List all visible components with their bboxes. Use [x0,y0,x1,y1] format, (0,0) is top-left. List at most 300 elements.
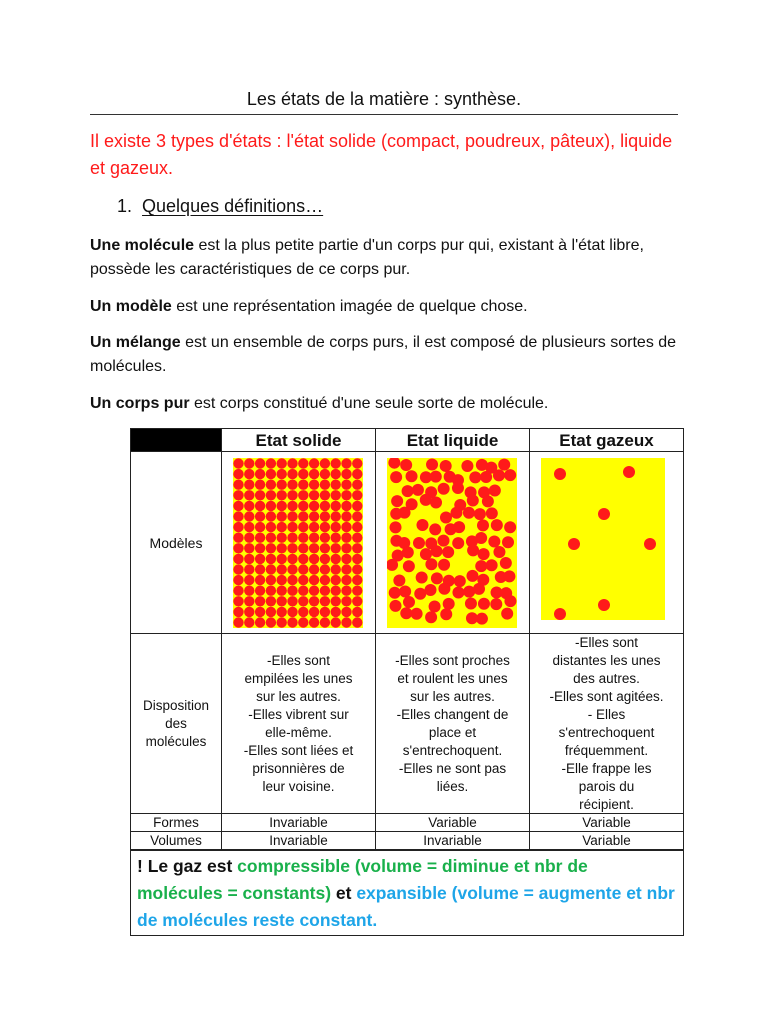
molecule [341,607,351,617]
molecule [399,586,411,598]
molecule [331,501,341,511]
definition-term: Un corps pur [90,395,190,412]
definition-term: Un modèle [90,298,172,315]
molecule [482,495,494,507]
molecule [233,511,243,521]
definition-text: est une représentation imagée de quelque chose. [171,298,528,315]
molecule [298,575,308,585]
molecule [341,596,351,606]
molecule [244,575,254,585]
header-corner [130,428,222,452]
molecule [352,458,362,468]
molecule [390,600,402,612]
molecule [413,537,425,549]
molecule [331,543,341,553]
states-table [130,428,684,850]
molecule [320,469,330,479]
molecule [287,501,297,511]
molecule [491,519,503,531]
molecule [453,521,465,533]
molecule [320,543,330,553]
volumes-liquide: Invariable [376,832,530,850]
molecule [437,535,449,547]
molecule [412,484,424,496]
row-label-volumes: Volumes [130,832,222,850]
section-number: 1. [117,196,133,216]
disposition-line: s'entrechoquent. [402,742,503,758]
gas-note-intro: ! Le gaz est [137,856,238,876]
molecule [331,533,341,543]
molecule [431,572,443,584]
molecule [503,570,515,582]
molecule [309,458,319,468]
molecule [320,607,330,617]
molecule [400,607,412,619]
molecule [320,617,330,627]
disposition-line: -Elles sont agitées. [549,688,664,704]
molecule [244,607,254,617]
molecule [233,490,243,500]
molecule [277,554,287,564]
molecule [277,617,287,627]
molecule [255,564,265,574]
molecule [504,521,516,533]
row-label-disposition [130,634,222,814]
molecule [309,617,319,627]
molecule [426,458,438,470]
molecule [500,557,512,569]
molecule [320,490,330,500]
molecule [277,522,287,532]
molecule [467,544,479,556]
molecule [352,480,362,490]
molecule [341,458,351,468]
disposition-line: -Elles sont liées et [243,742,354,758]
molecule [438,559,450,571]
molecule [298,543,308,553]
molecule [393,575,405,587]
molecule [266,458,276,468]
molecule [450,507,462,519]
molecule [320,596,330,606]
molecule [478,548,490,560]
table-row-volumes [130,832,684,850]
molecule [277,490,287,500]
molecule [233,543,243,553]
molecule [461,460,473,472]
formes-liquide: Variable [376,814,530,832]
molecule [331,469,341,479]
molecule [352,533,362,543]
molecule [233,586,243,596]
molecule [320,564,330,574]
molecule [244,511,254,521]
molecule [298,607,308,617]
molecule [233,533,243,543]
molecule [309,490,319,500]
molecule [465,597,477,609]
molecule [331,554,341,564]
molecule [244,596,254,606]
molecule [266,522,276,532]
page-title: Les états de la matière : synthèse. [246,89,522,109]
molecule [469,471,481,483]
disposition-label-line: des [165,715,187,731]
molecule [402,485,414,497]
molecule [341,586,351,596]
molecule [598,599,610,611]
disposition-line: sur les autres. [256,688,341,704]
intro-text: Il existe 3 types d'états : l'état solide (compact, poudreux, pâteux), liquide et gazeux. [90,131,673,178]
molecule [277,543,287,553]
molecule [623,466,635,478]
molecule [287,554,297,564]
molecule [287,575,297,585]
molecule [416,571,428,583]
molecule [320,480,330,490]
disposition-line: sur les autres. [410,688,495,704]
molecule [352,607,362,617]
disposition-line: -Elles sont proches [395,652,510,668]
molecule [244,543,254,553]
molecule [489,485,501,497]
molecule [244,617,254,627]
definition-term: Un mélange [90,334,181,351]
formes-gazeux: Variable [530,814,684,832]
model-cell-solide [222,452,376,634]
molecule [233,501,243,511]
molecule [298,501,308,511]
molecule [644,538,656,550]
molecule [331,511,341,521]
formes-solide: Invariable [222,814,376,832]
molecule [277,511,287,521]
molecule [331,490,341,500]
molecule [298,480,308,490]
molecule [403,596,415,608]
molecule [480,471,492,483]
molecule [341,575,351,585]
definition-term: Une molécule [90,237,195,254]
molecule [341,522,351,532]
molecule [431,545,443,557]
disposition-line: récipient. [579,796,634,812]
molecule [341,480,351,490]
disposition-line: empilées les unes [244,670,353,686]
molecule [414,588,426,600]
definition-modele [90,295,690,319]
molecule [266,586,276,596]
molecule [298,469,308,479]
molecule [309,501,319,511]
molecule [416,519,428,531]
header-solide: Etat solide [222,428,376,452]
volumes-gazeux: Variable [530,832,684,850]
molecule [277,575,287,585]
molecule [438,583,450,595]
molecule [309,469,319,479]
molecule [488,536,500,548]
molecule [352,596,362,606]
disposition-line: -Elles sont [266,652,331,668]
gas-note-and: et [331,883,357,903]
volumes-solide: Invariable [222,832,376,850]
molecule [287,533,297,543]
gas-model [541,458,665,620]
molecule [486,559,498,571]
molecule [255,511,265,521]
molecule [309,543,319,553]
molecule [287,617,297,627]
molecule [341,617,351,627]
disposition-line: et roulent les unes [397,670,508,686]
molecule [233,469,243,479]
molecule [463,507,475,519]
molecule [425,584,437,596]
title-rule [90,114,678,115]
molecule [598,508,610,520]
molecule [501,608,513,620]
disposition-line: fréquemment. [564,742,649,758]
molecule [493,469,505,481]
molecule [352,617,362,627]
molecule [320,554,330,564]
molecule [309,596,319,606]
molecule [255,490,265,500]
model-cell-liquide [376,452,530,634]
molecule [309,586,319,596]
molecule [568,538,580,550]
molecule [255,607,265,617]
molecule [498,459,510,471]
molecule [266,564,276,574]
molecule [430,471,442,483]
molecule [287,511,297,521]
molecule [554,608,566,620]
molecule [320,511,330,521]
molecule [341,469,351,479]
molecule [287,480,297,490]
molecule [277,564,287,574]
molecule [352,522,362,532]
molecule [320,533,330,543]
disposition-line: parois du [578,778,635,794]
molecule [255,469,265,479]
molecule [403,560,415,572]
disposition-line: leur voisine. [262,778,335,794]
molecule [287,543,297,553]
molecule [425,611,437,623]
molecule [309,511,319,521]
table-header-row [130,428,684,452]
molecule [233,607,243,617]
molecule [341,533,351,543]
molecule [390,521,402,533]
molecule [331,458,341,468]
molecule [233,617,243,627]
row-label-text: Modèles [149,534,203,551]
molecule [389,587,401,599]
molecule [454,575,466,587]
molecule [452,537,464,549]
molecule [341,511,351,521]
molecule [266,617,276,627]
molecule [331,564,341,574]
molecule [493,546,505,558]
disposition-gazeux [530,634,684,814]
molecule [233,458,243,468]
molecule [309,480,319,490]
definition-melange [90,331,690,379]
molecule [255,543,265,553]
molecule [341,543,351,553]
molecule [341,490,351,500]
molecule [277,533,287,543]
molecule [331,596,341,606]
disposition-line: place et [428,724,477,740]
model-background [541,458,665,620]
disposition-line: des autres. [573,670,640,686]
molecule [244,469,254,479]
molecule [504,595,516,607]
molecule [440,511,452,523]
molecule [331,522,341,532]
disposition-liquide [376,634,530,814]
molecule [298,533,308,543]
molecule [475,560,487,572]
disposition-line: -Elle frappe les [561,760,652,776]
row-label-modeles [130,452,222,634]
table-row-disposition [130,634,684,814]
molecule [331,480,341,490]
molecule [429,523,441,535]
definition-text: est corps constitué d'une seule sorte de molécule. [189,395,549,412]
molecule [277,458,287,468]
molecule [476,613,488,625]
molecule [466,570,478,582]
molecule [320,575,330,585]
molecule [420,548,432,560]
molecule [233,596,243,606]
molecule [298,511,308,521]
molecule [352,490,362,500]
molecule [438,483,450,495]
header-gazeux: Etat gazeux [530,428,684,452]
disposition-line: -Elles vibrent sur [248,706,349,722]
molecule [504,469,516,481]
molecule [442,546,454,558]
molecule [352,575,362,585]
disposition-line: -Elles changent de [396,706,509,722]
molecule [287,522,297,532]
gas-note [130,850,684,936]
molecule [244,586,254,596]
molecule [475,532,487,544]
molecule [341,564,351,574]
molecule [502,536,514,548]
row-label-formes: Formes [130,814,222,832]
molecule [486,507,498,519]
molecule [331,575,341,585]
molecule [287,586,297,596]
molecule [233,554,243,564]
molecule [352,564,362,574]
molecule [477,519,489,531]
molecule [287,469,297,479]
molecule [277,480,287,490]
solid-model [233,458,363,628]
molecule [244,490,254,500]
molecule [244,501,254,511]
molecule [266,511,276,521]
molecule [320,501,330,511]
molecule [255,617,265,627]
disposition-label-line: molécules [145,733,207,749]
molecule [277,586,287,596]
molecule [478,598,490,610]
molecule [255,554,265,564]
model-cell-gazeux [530,452,684,634]
molecule [440,460,452,472]
molecule [309,533,319,543]
molecule [341,501,351,511]
molecule [425,558,437,570]
molecule [331,617,341,627]
molecule [255,575,265,585]
disposition-line: - Elles [587,706,626,722]
section-title: Quelques définitions… [142,196,324,216]
molecule [440,608,452,620]
molecule [233,564,243,574]
definition-text: est la plus petite partie d'un corps pur qui, existant à l'état libre, possède les caractéristiques de ce corps pur. [90,237,644,278]
molecule [298,522,308,532]
molecule [420,494,432,506]
molecule [255,522,265,532]
molecule [244,522,254,532]
molecule [467,495,479,507]
molecule [352,586,362,596]
molecule [266,533,276,543]
molecule [352,469,362,479]
molecule [277,469,287,479]
molecule [233,575,243,585]
definition-text: est un ensemble de corps purs, il est composé de plusieurs sortes de molécules. [90,334,677,375]
molecule [352,501,362,511]
section-heading [117,196,323,217]
molecule [255,596,265,606]
molecule [402,546,414,558]
molecule [554,468,566,480]
molecule [331,607,341,617]
molecule [443,598,455,610]
disposition-line: -Elles ne sont pas [398,760,507,776]
molecule [255,501,265,511]
molecule [266,543,276,553]
molecule [266,575,276,585]
molecule [341,554,351,564]
molecule [255,586,265,596]
molecule [320,458,330,468]
table-row-modeles [130,452,684,634]
molecule [490,598,502,610]
molecule [298,564,308,574]
molecule [298,458,308,468]
molecule [309,607,319,617]
molecule [352,554,362,564]
molecule [406,470,418,482]
molecule [452,586,464,598]
molecule [287,490,297,500]
